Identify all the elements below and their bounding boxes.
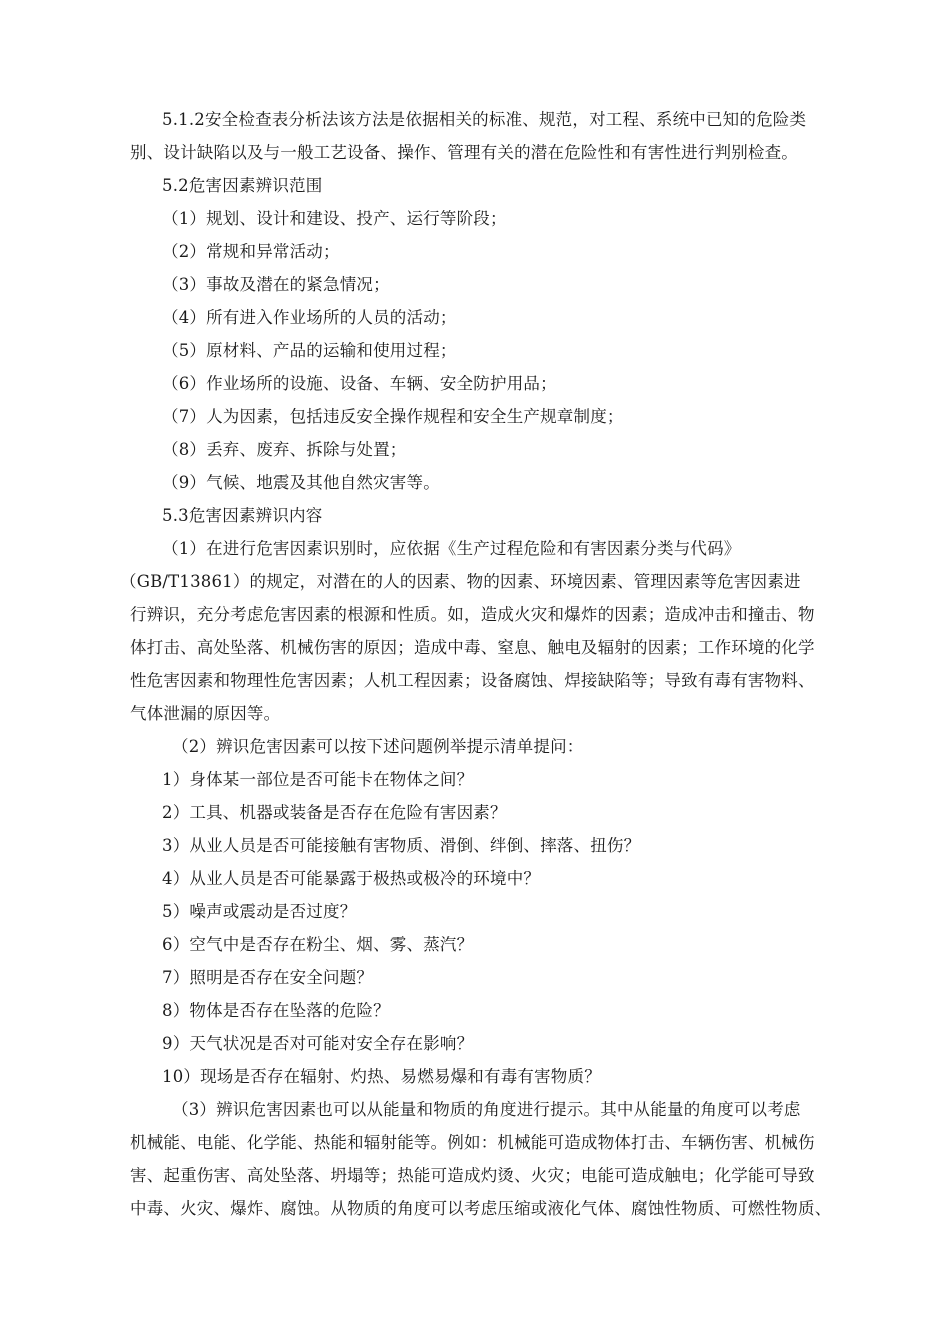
text-line: （GB/T13861）的规定，对潜在的人的因素、物的因素、环境因素、管理因素等危害因素进 xyxy=(120,572,801,591)
text-line: 中毒、火灾、爆炸、腐蚀。从物质的角度可以考虑压缩或液化气体、腐蚀性物质、可燃性物质、 xyxy=(130,1199,832,1218)
list-item: 6）空气中是否存在粉尘、烟、雾、蒸汽？ xyxy=(162,935,474,954)
text-line: 5.1.2安全检查表分析法该方法是依据相关的标准、规范，对工程、系统中已知的危险类 xyxy=(162,110,807,129)
list-item: （3）事故及潜在的紧急情况； xyxy=(162,275,390,294)
list-item: 2）工具、机器或装备是否存在危险有害因素？ xyxy=(162,803,507,822)
section-heading: 5.3危害因素辨识内容 xyxy=(162,506,323,525)
list-item: （6）作业场所的设施、设备、车辆、安全防护用品； xyxy=(162,374,557,393)
text-line: （1）在进行危害因素识别时，应依据《生产过程危险和有害因素分类与代码》 xyxy=(162,539,741,558)
text-line: 别、设计缺陷以及与一般工艺设备、操作、管理有关的潜在危险性和有害性进行判别检查。 xyxy=(130,143,798,162)
text-line: 行辨识，充分考虑危害因素的根源和性质。如，造成火灾和爆炸的因素；造成冲击和撞击、物 xyxy=(130,605,815,624)
text-line: 体打击、高处坠落、机械伤害的原因；造成中毒、窒息、触电及辐射的因素；工作环境的化学 xyxy=(130,638,815,657)
text-line: 性危害因素和物理性危害因素；人机工程因素；设备腐蚀、焊接缺陷等；导致有毒有害物料、 xyxy=(130,671,815,690)
text-line: 气体泄漏的原因等。 xyxy=(130,704,281,723)
list-item: 10）现场是否存在辐射、灼热、易燃易爆和有毒有害物质？ xyxy=(162,1067,601,1086)
list-item: 1）身体某一部位是否可能卡在物体之间？ xyxy=(162,770,474,789)
list-item: 9）天气状况是否对可能对安全存在影响？ xyxy=(162,1034,474,1053)
text-line: （3）辨识危害因素也可以从能量和物质的角度进行提示。其中从能量的角度可以考虑 xyxy=(172,1100,801,1119)
list-item: （7）人为因素，包括违反安全操作规程和安全生产规章制度； xyxy=(162,407,624,426)
list-item: （1）规划、设计和建设、投产、运行等阶段； xyxy=(162,209,507,228)
list-item: 7）照明是否存在安全问题？ xyxy=(162,968,374,987)
list-item: 4）从业人员是否可能暴露于极热或极冷的环境中？ xyxy=(162,869,541,888)
list-item: （5）原材料、产品的运输和使用过程； xyxy=(162,341,457,360)
list-item: 5）噪声或震动是否过度？ xyxy=(162,902,357,921)
list-item: 8）物体是否存在坠落的危险？ xyxy=(162,1001,390,1020)
list-item: （2）常规和异常活动； xyxy=(162,242,340,261)
list-item: （9）气候、地震及其他自然灾害等。 xyxy=(162,473,440,492)
text-line: 机械能、电能、化学能、热能和辐射能等。例如：机械能可造成物体打击、车辆伤害、机械伤 xyxy=(130,1133,815,1152)
text-line: （2）辨识危害因素可以按下述问题例举提示清单提问： xyxy=(172,737,584,756)
list-item: （4）所有进入作业场所的人员的活动； xyxy=(162,308,457,327)
list-item: （8）丢弃、废弃、拆除与处置； xyxy=(162,440,407,459)
text-line: 害、起重伤害、高处坠落、坍塌等；热能可造成灼烫、火灾；电能可造成触电；化学能可导致 xyxy=(130,1166,815,1185)
section-heading: 5.2危害因素辨识范围 xyxy=(162,176,323,195)
list-item: 3）从业人员是否可能接触有害物质、滑倒、绊倒、摔落、扭伤？ xyxy=(162,836,641,855)
